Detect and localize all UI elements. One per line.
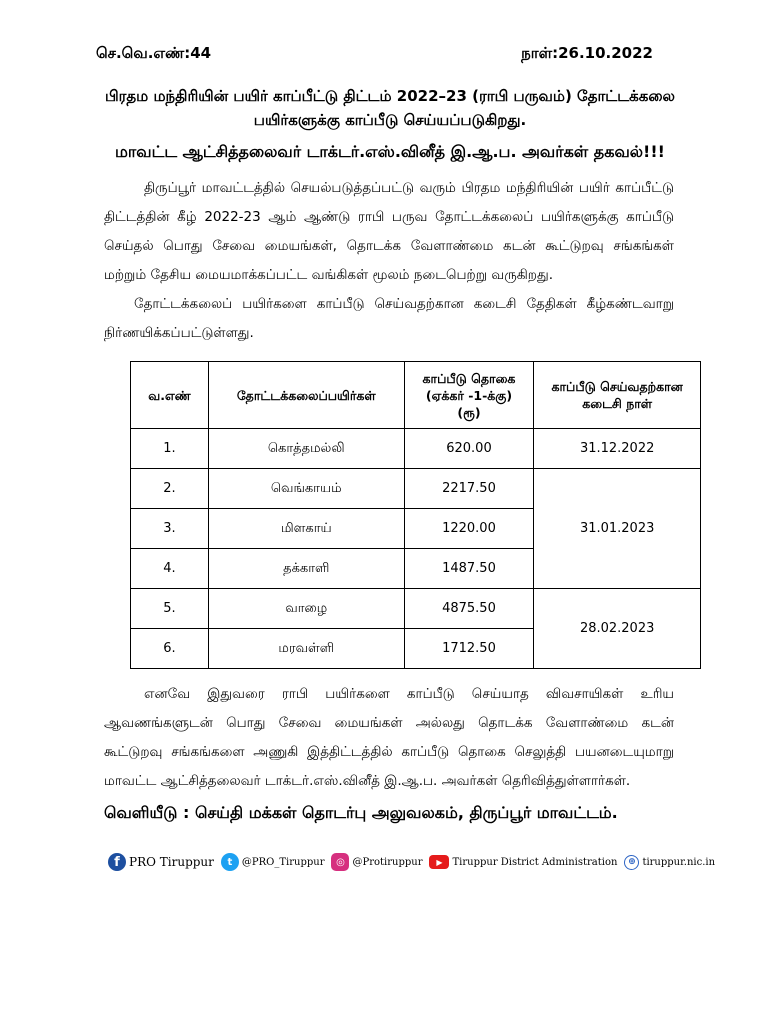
cell-sno: 6. xyxy=(131,629,209,669)
header-deadline-line-1: காப்பீடு செய்வதற்கான xyxy=(551,379,683,394)
cell-sno: 5. xyxy=(131,589,209,629)
social-footer xyxy=(108,848,716,876)
header-deadline xyxy=(534,362,701,429)
header-crop: தோட்டக்கலைப்பயிர்கள் xyxy=(208,362,404,429)
youtube-icon: ▶ xyxy=(429,855,449,869)
cell-crop: தக்காளி xyxy=(208,549,404,589)
cell-sno: 3. xyxy=(131,509,209,549)
instagram-handle: @Protiruppur xyxy=(352,856,423,868)
paragraph-2: தோட்டக்கலைப் பயிர்களை காப்பீடு செய்வதற்கான கடைசி தேதிகள் கீழ்கண்டவாறு நிர்ணயிக்கப்பட்டுள்ளது. xyxy=(104,296,674,341)
table-header-row xyxy=(131,362,701,429)
reference-number: செ.வெ.எண்:44 xyxy=(96,44,212,62)
website-link[interactable] xyxy=(624,855,715,870)
facebook-link[interactable] xyxy=(108,853,214,871)
table-row xyxy=(131,469,701,509)
website-url: tiruppur.nic.in xyxy=(642,856,716,868)
table-row xyxy=(131,429,701,469)
header-premium-line-1: காப்பீடு தொகை xyxy=(422,370,516,386)
cell-premium: 1712.50 xyxy=(404,629,534,669)
cell-crop: மரவள்ளி xyxy=(208,629,404,669)
facebook-icon: f xyxy=(108,853,126,871)
cell-sno: 1. xyxy=(131,429,209,469)
release-line: வெளியீடு : செய்தி மக்கள் தொடர்பு அலுவலகம், திருப்பூர் மாவட்டம். xyxy=(104,803,618,822)
header-premium-line-3: (ரூ) xyxy=(457,404,481,420)
cell-crop: வெங்காயம் xyxy=(208,469,404,509)
instagram-icon: ◎ xyxy=(331,853,349,871)
paragraph-3: எனவே இதுவரை ராபி பயிர்களை காப்பீடு செய்யாத விவசாயிகள் உரிய ஆவணங்களுடன் பொது சேவை மையங்கள் அல்லது தொடக்க வேளாண்மை கடன் கூட்டுறவு சங்கங்களை அணுகி இத்திட்டத்தில் காப்பீடு தொகை செலுத்தி பயனடையுமாறு மாவட்ட ஆட்சித்தலைவர் டாக்டர்.எஸ்.வினீத் இ.ஆ.ப. அவர்கள் தெரிவித்துள்ளார்கள். xyxy=(104,686,674,789)
crop-insurance-table xyxy=(130,361,701,669)
youtube-link[interactable] xyxy=(429,855,617,869)
header-premium xyxy=(404,362,534,429)
youtube-channel: Tiruppur District Administration xyxy=(452,856,618,868)
twitter-link[interactable] xyxy=(221,853,325,871)
header-sno: வ.எண் xyxy=(131,362,209,429)
cell-deadline: 31.01.2023 xyxy=(534,469,701,589)
cell-premium: 1220.00 xyxy=(404,509,534,549)
cell-crop: கொத்தமல்லி xyxy=(208,429,404,469)
globe-icon: ⊕ xyxy=(624,855,639,870)
cell-deadline: 31.12.2022 xyxy=(534,429,701,469)
header-premium-line-2: (ஏக்கர் -1-க்கு) xyxy=(425,387,513,403)
subtitle: மாவட்ட ஆட்சித்தலைவர் டாக்டர்.எஸ்.வினீத் இ.ஆ.ப. அவர்கள் தகவல்!!! xyxy=(115,142,665,161)
cell-premium: 2217.50 xyxy=(404,469,534,509)
table-row xyxy=(131,589,701,629)
cell-crop: வாழை xyxy=(208,589,404,629)
facebook-handle: PRO Tiruppur xyxy=(129,855,214,869)
paragraph-1: திருப்பூர் மாவட்டத்தில் செயல்படுத்தப்பட்டு வரும் பிரதம மந்திரியின் பயிர் காப்பீட்டு திட்டத்தின் கீழ் 2022-23 ஆம் ஆண்டு ராபி பருவ தோட்டக்கலைப் பயிர்களுக்கு காப்பீடு செய்தல் பொது சேவை மையங்கள், தொடக்க வேளாண்மை கடன் கூட்டுறவு சங்கங்கள் மற்றும் தேசிய மையமாக்கப்பட்ட வங்கிகள் மூலம் நடைபெற்று வருகிறது. xyxy=(104,180,674,283)
twitter-handle: @PRO_Tiruppur xyxy=(241,856,325,868)
date: நாள்:26.10.2022 xyxy=(521,44,653,62)
cell-sno: 2. xyxy=(131,469,209,509)
cell-premium: 620.00 xyxy=(404,429,534,469)
header-deadline-line-2: கடைசி நாள் xyxy=(582,396,653,411)
instagram-link[interactable] xyxy=(331,853,422,871)
cell-crop: மிளகாய் xyxy=(208,509,404,549)
title-line-2: பயிர்களுக்கு காப்பீடு செய்யப்படுகிறது. xyxy=(253,111,527,129)
twitter-icon: t xyxy=(221,853,239,871)
cell-sno: 4. xyxy=(131,549,209,589)
cell-premium: 4875.50 xyxy=(404,589,534,629)
cell-premium: 1487.50 xyxy=(404,549,534,589)
page-title xyxy=(80,84,700,132)
title-line-1: பிரதம மந்திரியின் பயிர் காப்பீட்டு திட்டம் 2022–23 (ராபி பருவம்) தோட்டக்கலை xyxy=(104,87,676,105)
cell-deadline: 28.02.2023 xyxy=(534,589,701,669)
